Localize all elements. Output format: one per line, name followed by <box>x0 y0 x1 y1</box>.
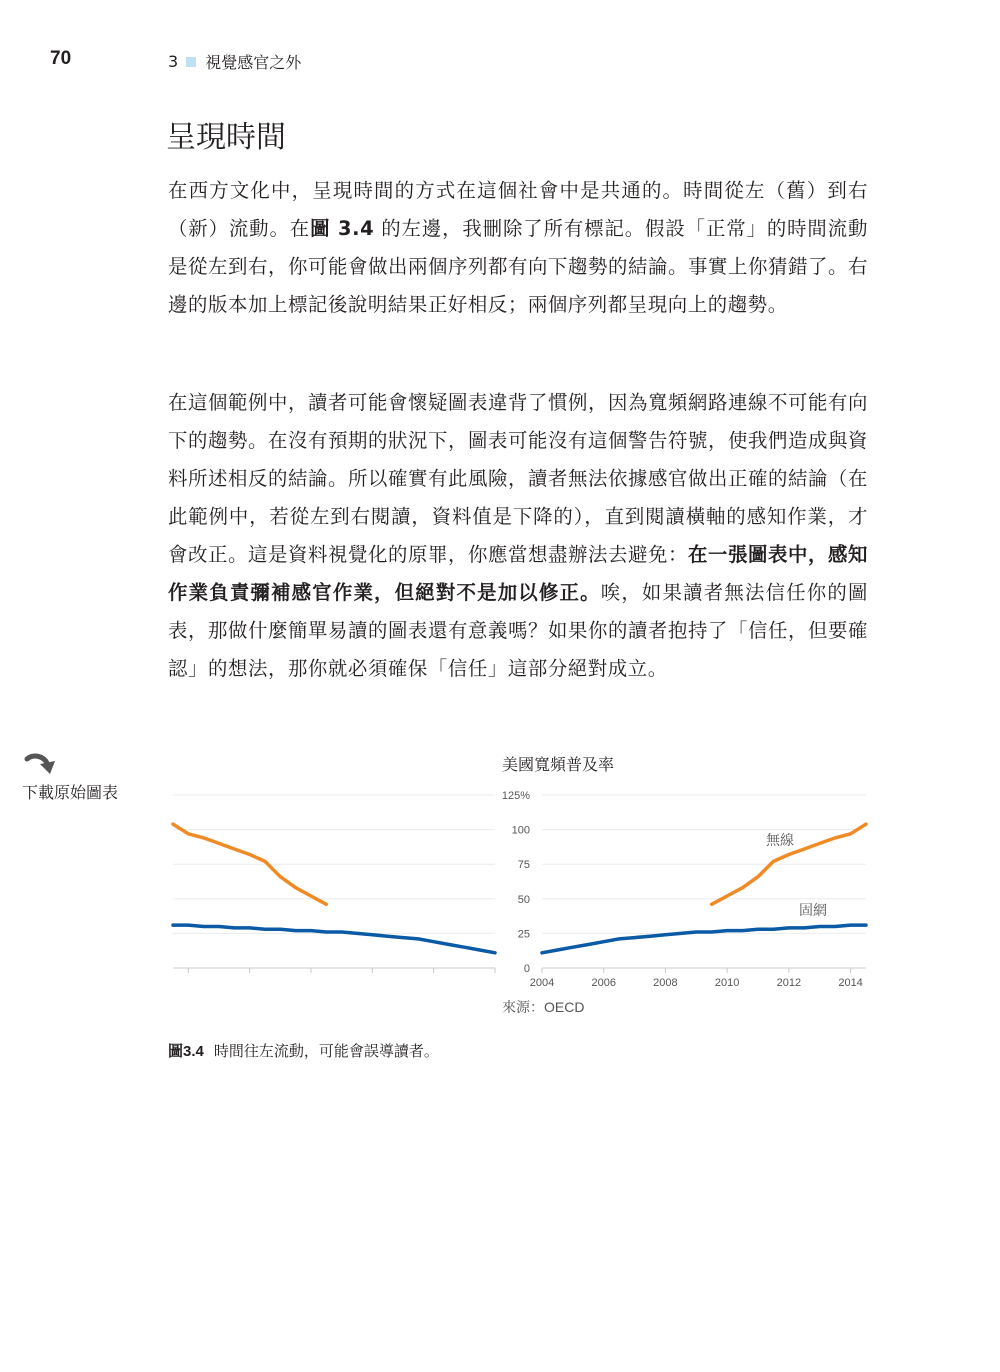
body-paragraph-1 <box>168 172 868 324</box>
x-tick-label: 2004 <box>529 977 555 989</box>
section-title: 呈現時間 <box>166 120 286 155</box>
figure-3-4 <box>160 745 880 1025</box>
emphasis-text: 在一張圖表中，感知作業負責彌補感官作業，但絕對不是加以修正。 <box>168 543 868 604</box>
chart-source: 來源：OECD <box>502 999 585 1015</box>
x-tick-label: 2010 <box>714 977 740 989</box>
x-tick-label: 2008 <box>653 977 678 989</box>
chapter-title: 視覺感官之外 <box>205 53 302 72</box>
body-paragraph-2 <box>168 384 868 688</box>
curved-arrow-icon <box>24 752 58 778</box>
x-tick-label: 2006 <box>591 977 616 989</box>
paragraph-2-text-a: 在這個範例中，讀者可能會懷疑圖表違背了慣例，因為寬頻網路連線不可能有向下的趨勢。在沒有預期的狀況下，圖表可能沒有這個警告符號，使我們造成與資料所述相反的結論。所以確實有此風險，讀者無法依據感官做出正確的結論（在此範例中，若從左到右閱讀，資料值是下降的），直到閱讀橫軸的感知作業，才會改正。這是資料視覺化的原罪，你應當想盡辦法去避免： <box>168 391 868 566</box>
broadband-chart-right <box>502 756 866 1015</box>
series-line-fixed <box>542 925 866 953</box>
paragraph-2-text-b: 唉，如果讀者無法信任你的圖表，那做什麼簡單易讀的圖表還有意義嗎？如果你的讀者抱持了「信任，但要確認」的想法，那你就必須確保「信任」這部分絕對成立。 <box>168 581 868 680</box>
paragraph-1-text-a: 在西方文化中，呈現時間的方式在這個社會中是共通的。時間從左（舊）到右（新）流動。在 <box>168 179 868 240</box>
chapter-number: 3 <box>168 52 179 71</box>
download-original-chart[interactable] <box>22 752 142 803</box>
figure-number: 圖3.4 <box>168 1043 204 1060</box>
series-label-fixed: 固網 <box>799 902 827 918</box>
running-head <box>168 50 301 73</box>
figure-reference[interactable]: 圖 3.4 <box>310 217 375 240</box>
paragraph-1-text-b: 的左邊，我刪除了所有標記。假設「正常」的時間流動是從左到右，你可能會做出兩個序列都有向下趨勢的結論。事實上你猜錯了。右邊的版本加上標記後說明結果正好相反；兩個序列都呈現向上的趨勢。 <box>168 217 868 316</box>
y-tick-label: 0 <box>523 963 530 975</box>
square-bullet-icon <box>186 57 196 67</box>
y-tick-label: 100 <box>511 824 530 837</box>
x-tick-label: 2014 <box>838 977 863 989</box>
y-tick-label: 25 <box>517 928 530 941</box>
mirrored-series-line-blue <box>173 925 495 953</box>
figure-caption <box>168 1040 439 1061</box>
y-tick-label: 50 <box>517 893 530 906</box>
chart-title: 美國寬頻普及率 <box>502 757 615 774</box>
page-number: 70 <box>50 48 72 69</box>
x-tick-label: 2012 <box>776 977 802 989</box>
series-label-wireless: 無線 <box>766 832 794 848</box>
y-tick-label: 75 <box>517 859 530 872</box>
y-tick-label: 125% <box>501 790 530 802</box>
mirrored-chart-left <box>173 795 495 973</box>
download-label: 下載原始圖表 <box>22 783 119 802</box>
caption-text: 時間往左流動，可能會誤導讀者。 <box>213 1042 439 1060</box>
